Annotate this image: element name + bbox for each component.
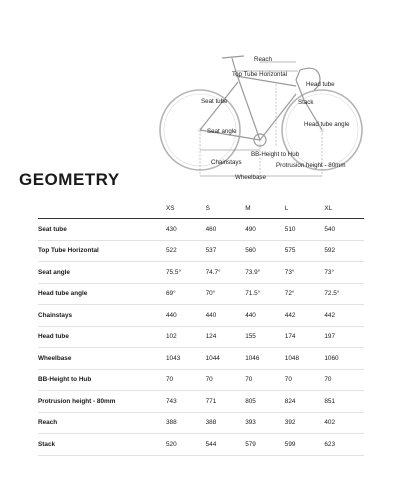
row-label: Wheelbase — [38, 348, 166, 370]
row-value: 197 — [324, 326, 364, 348]
row-value: 124 — [206, 326, 246, 348]
table-row — [38, 262, 364, 284]
row-value: 70° — [206, 283, 246, 305]
table-row — [38, 369, 364, 391]
row-label: Reach — [38, 412, 166, 434]
stack-label: Stack — [298, 99, 314, 106]
table-row — [38, 283, 364, 305]
row-value: 392 — [285, 412, 325, 434]
row-value: 402 — [324, 412, 364, 434]
row-value: 1044 — [206, 348, 246, 370]
size-header: XS — [166, 198, 206, 219]
table-row — [38, 348, 364, 370]
size-header: L — [285, 198, 325, 219]
row-value: 70 — [285, 369, 325, 391]
row-value: 71.5° — [245, 283, 285, 305]
row-value: 442 — [324, 305, 364, 327]
row-value: 1060 — [324, 348, 364, 370]
row-value: 75.5° — [166, 262, 206, 284]
seat-tube-label: Seat tube — [201, 98, 228, 105]
row-value: 440 — [245, 305, 285, 327]
row-value: 388 — [206, 412, 246, 434]
row-value: 824 — [285, 391, 325, 413]
row-value: 440 — [166, 305, 206, 327]
row-value: 102 — [166, 326, 206, 348]
table-header-row — [38, 198, 364, 219]
row-value: 460 — [206, 219, 246, 241]
size-header: S — [206, 198, 246, 219]
row-value: 73° — [285, 262, 325, 284]
row-label: Top Tube Horizontal — [38, 240, 166, 262]
row-value: 805 — [245, 391, 285, 413]
row-label: Head tube angle — [38, 283, 166, 305]
row-value: 70 — [166, 369, 206, 391]
table-row — [38, 219, 364, 241]
protrusion-height-label: Protrusion height - 80mm — [276, 162, 346, 169]
row-value: 70 — [245, 369, 285, 391]
row-value: 73.9° — [245, 262, 285, 284]
geometry-table — [38, 198, 364, 456]
bike-geometry-diagram — [0, 0, 400, 190]
row-value: 388 — [166, 412, 206, 434]
row-value: 155 — [245, 326, 285, 348]
row-value: 70 — [206, 369, 246, 391]
table-header-blank — [38, 198, 166, 219]
table-row — [38, 240, 364, 262]
row-value: 575 — [285, 240, 325, 262]
bb-height-to-hub-label: BB-Height to Hub — [251, 151, 300, 158]
row-value: 540 — [324, 219, 364, 241]
page-title: GEOMETRY — [19, 170, 120, 189]
row-value: 1046 — [245, 348, 285, 370]
row-value: 74.7° — [206, 262, 246, 284]
row-value: 490 — [245, 219, 285, 241]
row-label: BB-Height to Hub — [38, 369, 166, 391]
row-value: 851 — [324, 391, 364, 413]
head-tube-label: Head tube — [306, 81, 335, 88]
size-header: M — [245, 198, 285, 219]
table-body — [38, 219, 364, 456]
wheelbase-label: Wheelbase — [235, 174, 266, 181]
row-label: Seat tube — [38, 219, 166, 241]
row-value: 72° — [285, 283, 325, 305]
size-header: XL — [324, 198, 364, 219]
row-value: 544 — [206, 434, 246, 456]
row-value: 442 — [285, 305, 325, 327]
row-value: 537 — [206, 240, 246, 262]
row-value: 72.5° — [324, 283, 364, 305]
row-value: 579 — [245, 434, 285, 456]
row-value: 440 — [206, 305, 246, 327]
row-label: Chainstays — [38, 305, 166, 327]
row-label: Head tube — [38, 326, 166, 348]
row-value: 70 — [324, 369, 364, 391]
table-row — [38, 434, 364, 456]
row-value: 520 — [166, 434, 206, 456]
row-value: 592 — [324, 240, 364, 262]
top-tube-horizontal-label: Top Tube Horizontal — [232, 71, 288, 78]
row-value: 771 — [206, 391, 246, 413]
row-label: Seat angle — [38, 262, 166, 284]
row-value: 510 — [285, 219, 325, 241]
row-value: 560 — [245, 240, 285, 262]
head-tube-angle-label: Head tube angle — [304, 121, 350, 128]
reach-label: Reach — [254, 56, 272, 63]
row-value: 1048 — [285, 348, 325, 370]
row-value: 430 — [166, 219, 206, 241]
table-row — [38, 326, 364, 348]
row-value: 69° — [166, 283, 206, 305]
chainstays-label: Chainstays — [211, 159, 242, 166]
table-row — [38, 412, 364, 434]
seat-angle-label: Seat angle — [207, 128, 237, 135]
table-row — [38, 305, 364, 327]
row-value: 599 — [285, 434, 325, 456]
row-value: 73° — [324, 262, 364, 284]
row-value: 522 — [166, 240, 206, 262]
row-value: 1043 — [166, 348, 206, 370]
row-label: Protrusion height - 80mm — [38, 391, 166, 413]
row-value: 393 — [245, 412, 285, 434]
row-label: Stack — [38, 434, 166, 456]
row-value: 174 — [285, 326, 325, 348]
row-value: 623 — [324, 434, 364, 456]
table-row — [38, 391, 364, 413]
row-value: 743 — [166, 391, 206, 413]
